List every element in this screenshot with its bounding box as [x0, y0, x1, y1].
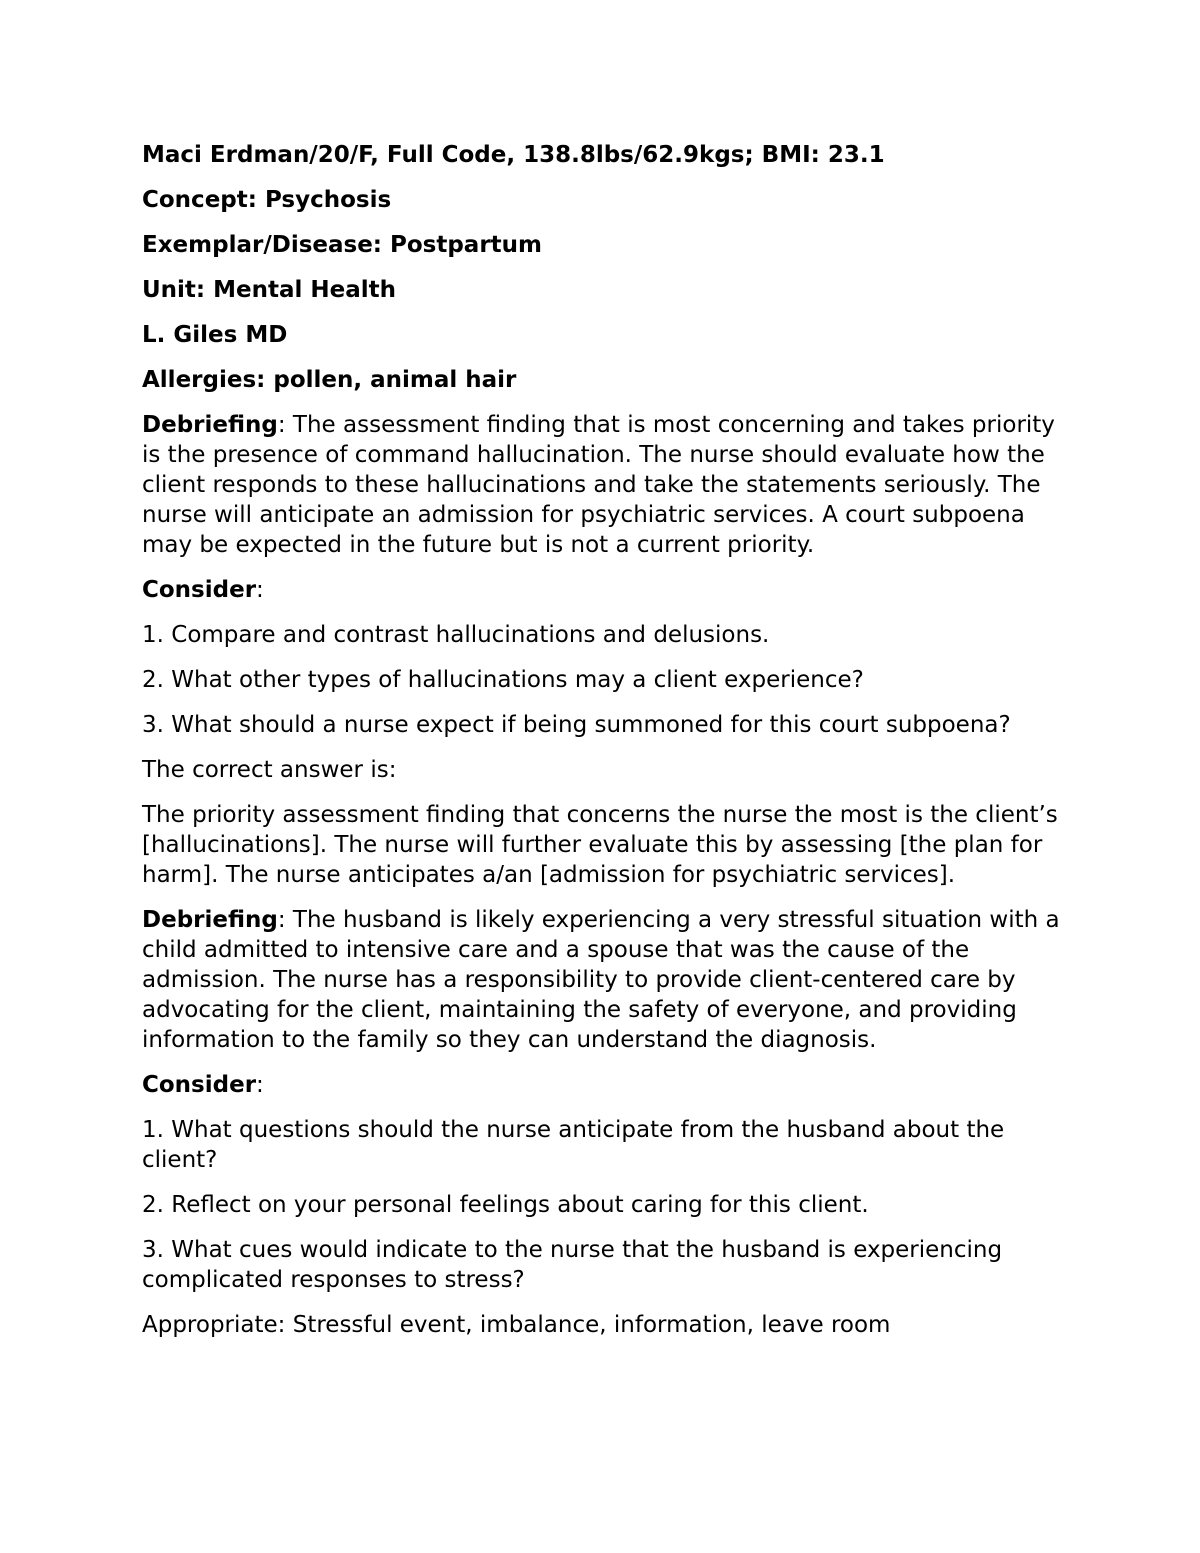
consider-item: 1. Compare and contrast hallucinations and delusions. — [142, 622, 770, 648]
unit-line: Unit: Mental Health — [142, 277, 397, 303]
appropriate-line: Appropriate: Stressful event, imbalance, information, leave room — [142, 1312, 891, 1338]
consider-label: Consider — [142, 577, 257, 603]
consider-item: 3. What cues would indicate to the nurse that the husband is experiencing complicated responses to stress? — [142, 1237, 1003, 1293]
consider-colon: : — [256, 577, 264, 603]
debriefing-paragraph-2 — [142, 905, 1072, 1055]
patient-line: Maci Erdman/20/F, Full Code, 138.8lbs/62.9kgs; BMI: 23.1 — [142, 142, 885, 168]
debriefing-text: : The assessment finding that is most concerning and takes priority is the presence of command hallucination. The nurse should evaluate how the client responds to these hallucinations and take the statements seriously. The nurse will anticipate an admission for psychiatric services. A court subpoena may be expected in the future but is not a current priority. — [142, 412, 1055, 558]
consider-colon: : — [256, 1072, 264, 1098]
provider-line: L. Giles MD — [142, 322, 288, 348]
allergies-line: Allergies: pollen, animal hair — [142, 367, 517, 393]
consider-item: 2. Reflect on your personal feelings about caring for this client. — [142, 1192, 869, 1218]
consider-heading-2 — [142, 1070, 1072, 1100]
consider-item: 1. What questions should the nurse anticipate from the husband about the client? — [142, 1117, 1005, 1173]
consider-label: Consider — [142, 1072, 257, 1098]
consider-item: 2. What other types of hallucinations may a client experience? — [142, 667, 864, 693]
exemplar-line: Exemplar/Disease: Postpartum — [142, 232, 543, 258]
concept-line: Concept: Psychosis — [142, 187, 392, 213]
debriefing-text: : The husband is likely experiencing a very stressful situation with a child admitted to intensive care and a spouse that was the cause of the admission. The nurse has a responsibility to provide client-centered care by advocating for the client, maintaining the safety of everyone, and providing information to the family so they can understand the diagnosis. — [142, 907, 1060, 1053]
consider-heading-1 — [142, 575, 1072, 605]
answer-intro: The correct answer is: — [142, 757, 397, 783]
document-page — [142, 140, 1072, 1355]
debriefing-label: Debriefing — [142, 412, 278, 438]
debriefing-label: Debriefing — [142, 907, 278, 933]
debriefing-paragraph-1 — [142, 410, 1072, 560]
consider-item: 3. What should a nurse expect if being summoned for this court subpoena? — [142, 712, 1011, 738]
answer-text: The priority assessment finding that concerns the nurse the most is the client’s [hallucinations]. The nurse will further evaluate this by assessing [the plan for harm]. The nurse anticipates a/an [admission for psychiatric services]. — [142, 802, 1058, 888]
